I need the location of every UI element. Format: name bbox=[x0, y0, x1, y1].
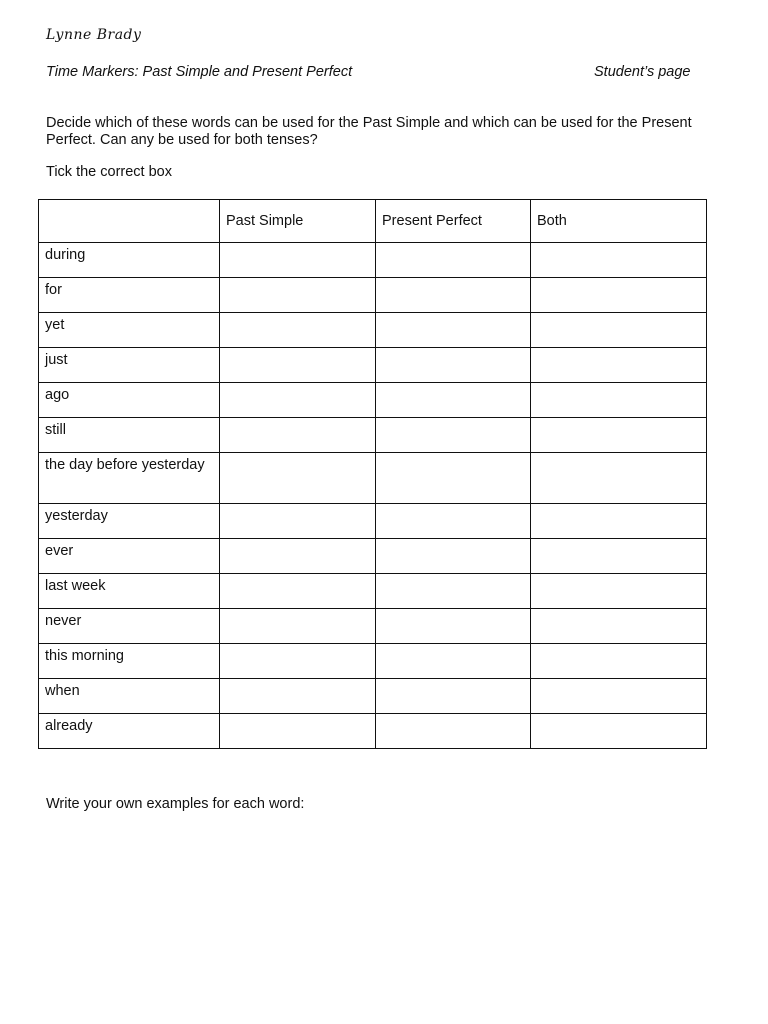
table-row bbox=[39, 679, 707, 714]
table-row bbox=[39, 644, 707, 679]
table-row bbox=[39, 714, 707, 749]
past-simple-box[interactable] bbox=[220, 574, 376, 609]
past-simple-box[interactable] bbox=[220, 313, 376, 348]
row-word: for bbox=[39, 278, 220, 313]
past-simple-box[interactable] bbox=[220, 383, 376, 418]
row-word: still bbox=[39, 418, 220, 453]
page-label: Student’s page bbox=[594, 64, 691, 80]
past-simple-box[interactable] bbox=[220, 453, 376, 504]
present-perfect-box[interactable] bbox=[376, 453, 531, 504]
table-row bbox=[39, 574, 707, 609]
both-box[interactable] bbox=[531, 453, 707, 504]
present-perfect-box[interactable] bbox=[376, 383, 531, 418]
present-perfect-box[interactable] bbox=[376, 348, 531, 383]
table-row bbox=[39, 504, 707, 539]
table-row bbox=[39, 383, 707, 418]
row-word: yet bbox=[39, 313, 220, 348]
row-word: this morning bbox=[39, 644, 220, 679]
both-box[interactable] bbox=[531, 539, 707, 574]
past-simple-box[interactable] bbox=[220, 504, 376, 539]
instructions-text: Decide which of these words can be used for the Past Simple and which can be used for the Present Perfect. Can any be used for both tenses? bbox=[46, 115, 692, 148]
both-box[interactable] bbox=[531, 243, 707, 278]
table-header-row bbox=[39, 200, 707, 243]
both-box[interactable] bbox=[531, 383, 707, 418]
past-simple-box[interactable] bbox=[220, 418, 376, 453]
past-simple-box[interactable] bbox=[220, 539, 376, 574]
past-simple-box[interactable] bbox=[220, 679, 376, 714]
table-row bbox=[39, 418, 707, 453]
present-perfect-box[interactable] bbox=[376, 278, 531, 313]
row-word: already bbox=[39, 714, 220, 749]
table-row bbox=[39, 278, 707, 313]
table-row bbox=[39, 243, 707, 278]
present-perfect-box[interactable] bbox=[376, 714, 531, 749]
present-perfect-box[interactable] bbox=[376, 243, 531, 278]
header-both: Both bbox=[531, 200, 707, 243]
header-past-simple: Past Simple bbox=[220, 200, 376, 243]
table-row bbox=[39, 453, 707, 504]
table-row bbox=[39, 313, 707, 348]
row-word: during bbox=[39, 243, 220, 278]
present-perfect-box[interactable] bbox=[376, 539, 531, 574]
row-word: ago bbox=[39, 383, 220, 418]
examples-prompt: Write your own examples for each word: bbox=[46, 796, 305, 812]
row-word: ever bbox=[39, 539, 220, 574]
header-present-perfect: Present Perfect bbox=[376, 200, 531, 243]
past-simple-box[interactable] bbox=[220, 714, 376, 749]
past-simple-box[interactable] bbox=[220, 609, 376, 644]
tick-instruction: Tick the correct box bbox=[46, 164, 172, 180]
present-perfect-box[interactable] bbox=[376, 313, 531, 348]
both-box[interactable] bbox=[531, 418, 707, 453]
present-perfect-box[interactable] bbox=[376, 644, 531, 679]
header-word bbox=[39, 200, 220, 243]
tense-table bbox=[38, 199, 707, 749]
row-word: just bbox=[39, 348, 220, 383]
both-box[interactable] bbox=[531, 504, 707, 539]
both-box[interactable] bbox=[531, 609, 707, 644]
table-row bbox=[39, 609, 707, 644]
both-box[interactable] bbox=[531, 313, 707, 348]
past-simple-box[interactable] bbox=[220, 644, 376, 679]
present-perfect-box[interactable] bbox=[376, 418, 531, 453]
row-word: never bbox=[39, 609, 220, 644]
both-box[interactable] bbox=[531, 644, 707, 679]
both-box[interactable] bbox=[531, 574, 707, 609]
present-perfect-box[interactable] bbox=[376, 574, 531, 609]
row-word: when bbox=[39, 679, 220, 714]
row-word: yesterday bbox=[39, 504, 220, 539]
both-box[interactable] bbox=[531, 714, 707, 749]
past-simple-box[interactable] bbox=[220, 278, 376, 313]
present-perfect-box[interactable] bbox=[376, 504, 531, 539]
both-box[interactable] bbox=[531, 348, 707, 383]
table-row bbox=[39, 348, 707, 383]
table-row bbox=[39, 539, 707, 574]
row-word: the day before yesterday bbox=[39, 453, 220, 504]
past-simple-box[interactable] bbox=[220, 348, 376, 383]
worksheet-title: Time Markers: Past Simple and Present Perfect bbox=[46, 64, 353, 80]
present-perfect-box[interactable] bbox=[376, 679, 531, 714]
both-box[interactable] bbox=[531, 278, 707, 313]
past-simple-box[interactable] bbox=[220, 243, 376, 278]
row-word: last week bbox=[39, 574, 220, 609]
author-name: Lynne Brady bbox=[46, 27, 142, 43]
both-box[interactable] bbox=[531, 679, 707, 714]
present-perfect-box[interactable] bbox=[376, 609, 531, 644]
